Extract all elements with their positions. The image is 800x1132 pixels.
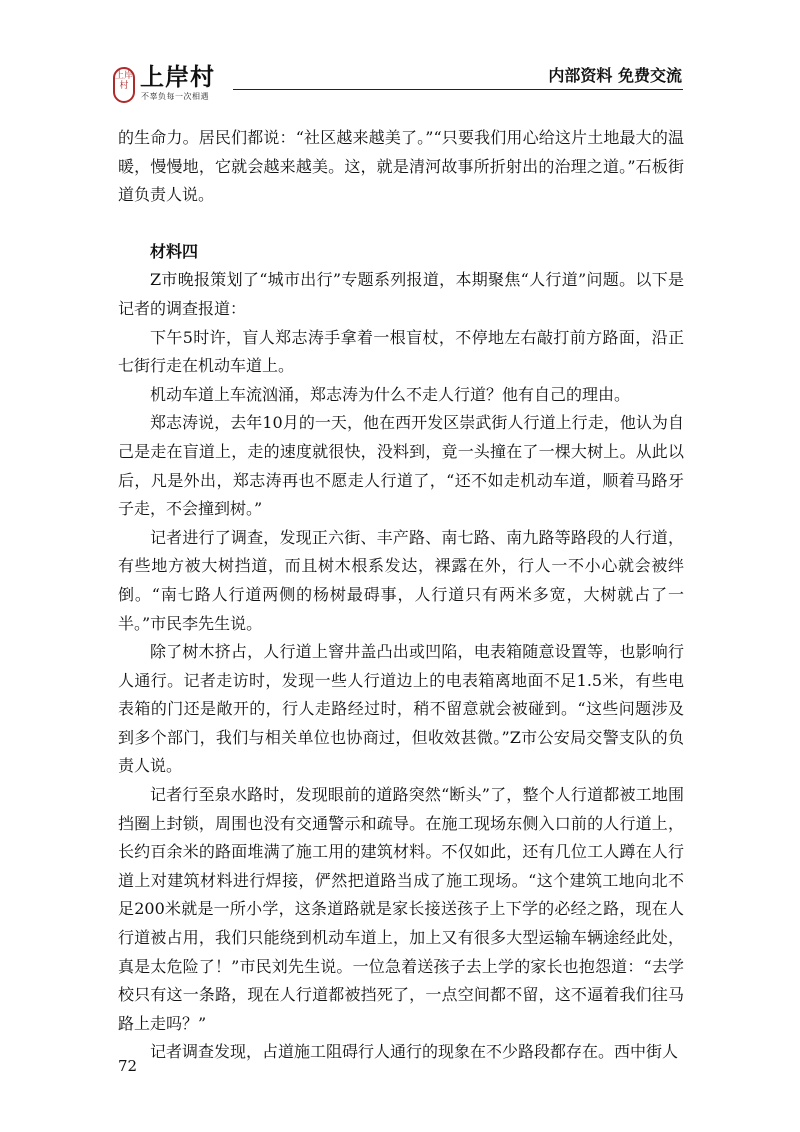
section-title: 材料四 (150, 241, 199, 261)
paragraph: 机动车道上车流汹涌，郑志涛为什么不走人行道？他有自己的理由。 (150, 384, 631, 404)
logo-slogan: 不辜负每一次相遇 (141, 92, 209, 101)
paragraph: 记者调查发现，占道施工阻碍行人通行的现象在不少路段都存在。西中街人 (150, 1042, 679, 1062)
paragraph: 除了树木挤占，人行道上窨井盖凸出或凹陷，电表箱随意设置等，也影响行人通行。记者走访时，发现一些人行道边上的电表箱离地面不足1.5米，有些电表箱的门还是敞开的，行人走路经过时，稍不留意就会被碰到。“这些问题涉及到多个部门，我们与相关单位也协商过，但收效甚微。”Z市公安局交警支队的负责人说。 (118, 642, 684, 776)
continuation-paragraph: 的生命力。居民们都说：“社区越来越美了。”“只要我们用心给这片土地最大的温暖，慢慢地，它就会越来越美。这，就是清河故事所折射出的治理之道。”石板街道负责人说。 (118, 128, 684, 205)
page-number: 72 (118, 1057, 138, 1075)
header-divider (233, 89, 683, 90)
article-body (118, 124, 684, 1067)
paragraph: Z市晚报策划了“城市出行”专题系列报道，本期聚焦“人行道”问题。以下是记者的调查报道： (118, 270, 684, 318)
logo-title: 上岸村 (140, 63, 215, 91)
paragraph: 下午5时许，盲人郑志涛手拿着一根盲杖，不停地左右敲打前方路面，沿正七街行走在机动车道上。 (118, 327, 684, 376)
header-tag: 内部资料 免费交流 (548, 66, 682, 85)
paragraph: 记者进行了调查，发现正六街、丰产路、南七路、南九路等路段的人行道，有些地方被大树挡道，而且树木根系发达，裸露在外，行人一不小心就会被绊倒。“南七路人行道两侧的杨树最碍事，人行道只有两米多宽，大树就占了一半。”市民李先生说。 (118, 527, 684, 633)
paragraph: 郑志涛说，去年10月的一天，他在西开发区崇武街人行道上行走，他认为自己是走在盲道上，走的速度就很快，没料到，竟一头撞在了一棵大树上。从此以后，凡是外出，郑志涛再也不愿走人行道了，“还不如走机动车道，顺着马路牙子走，不会撞到树。” (118, 413, 684, 519)
logo-seal-icon: 上岸村 (113, 67, 135, 103)
paragraph: 记者行至泉水路时，发现眼前的道路突然“断头”了，整个人行道都被工地围挡圈上封锁，周围也没有交通警示和疏导。在施工现场东侧入口前的人行道上，长约百余米的路面堆满了施工用的建筑材料。不仅如此，还有几位工人蹲在人行道上对建筑材料进行焊接，俨然把道路当成了施工现场。“这个建筑工地向北不足200米就是一所小学，这条道路就是家长接送孩子上下学的必经之路，现在人行道被占用，我们只能绕到机动车道上，加上又有很多大型运输车辆途经此处，真是太危险了！”市民刘先生说。一位急着送孩子去上学的家长也抱怨道：“去学校只有这一条路，现在人行道都被挡死了，一点空间都不留，这不逼着我们往马路上走吗？” (118, 785, 684, 1033)
page-header (0, 0, 800, 110)
